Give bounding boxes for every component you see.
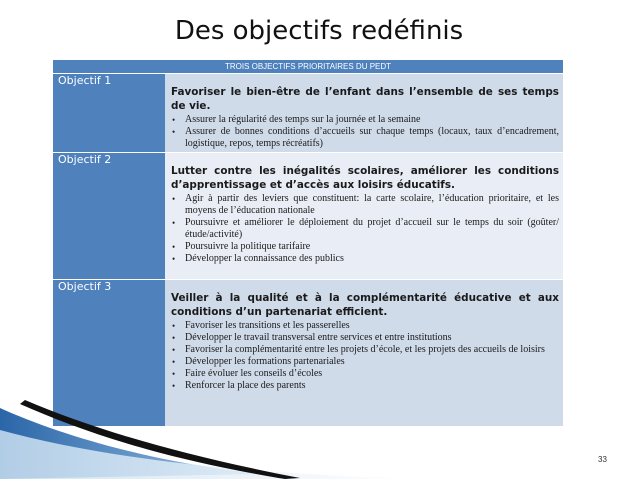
bullet-icon: • [172, 254, 176, 264]
bullet-item: • Favoriser la complémentarité entre les projets d’école, et les projets des accueils de loisirs [172, 344, 545, 355]
bullet-item: • Développer les formations partenariales [172, 356, 345, 367]
objective-content [165, 152, 563, 279]
objective-label: Objectif 1 [53, 73, 165, 152]
bullet-icon: • [172, 218, 176, 228]
bullet-item: • Faire évoluer les conseils d’écoles [172, 368, 323, 379]
bullet-list [171, 114, 559, 150]
slide-title: Des objectifs redéfinis [174, 16, 464, 46]
table-header: TROIS OBJECTIFS PRIORITAIRES DU PEDT [53, 60, 563, 73]
bullet-item: • Poursuivre et améliorer le déploiement du projet d’accueil sur le temps du soir (goûter/étude/activité) [172, 217, 559, 240]
objectives-table [53, 60, 563, 426]
decorative-swoosh [0, 390, 420, 479]
bullet-icon: • [172, 357, 176, 367]
bullet-icon: • [172, 381, 176, 391]
bullet-icon: • [172, 194, 176, 204]
objective-row [53, 73, 563, 152]
objective-heading: Favoriser le bien-être de l’enfant dans l’ensemble de ses temps de vie. [171, 86, 559, 112]
bullet-item: • Développer le travail transversal entre services et entre institutions [172, 332, 452, 343]
bullet-list [171, 320, 559, 392]
bullet-icon: • [172, 369, 176, 379]
objective-label: Objectif 3 [53, 279, 165, 426]
bullet-item: • Développer la connaissance des publics [172, 253, 344, 264]
bullet-icon: • [172, 345, 176, 355]
bullet-icon: • [172, 127, 176, 137]
objective-label: Objectif 2 [53, 152, 165, 279]
bullet-item: • Poursuivre la politique tarifaire [172, 241, 311, 252]
bullet-icon: • [172, 242, 176, 252]
bullet-item: • Assurer de bonnes conditions d’accueils sur chaque temps (locaux, taux d’encadrement, logistique, repos, temps récréatifs) [172, 126, 559, 149]
objective-content [165, 73, 563, 152]
objective-heading: Veiller à la qualité et à la complémentarité éducative et aux conditions d’un partenariat efficient. [171, 292, 559, 318]
bullet-icon: • [172, 321, 176, 331]
bullet-icon: • [172, 115, 176, 125]
objective-row [53, 152, 563, 279]
objective-heading: Lutter contre les inégalités scolaires, améliorer les conditions d’apprentissage et d’accès aux loisirs éducatifs. [171, 165, 559, 191]
bullet-item: • Favoriser les transitions et les passerelles [172, 320, 350, 331]
page-number: 33 [598, 455, 607, 464]
bullet-item: • Agir à partir des leviers que constituent: la carte scolaire, l’éducation prioritaire, et les moyens de l’éducation nationale [172, 193, 559, 216]
bullet-item: • Renforcer la place des parents [172, 380, 306, 391]
bullet-list [171, 193, 559, 265]
bullet-item: • Assurer la régularité des temps sur la journée et la semaine [172, 114, 421, 125]
bullet-icon: • [172, 333, 176, 343]
